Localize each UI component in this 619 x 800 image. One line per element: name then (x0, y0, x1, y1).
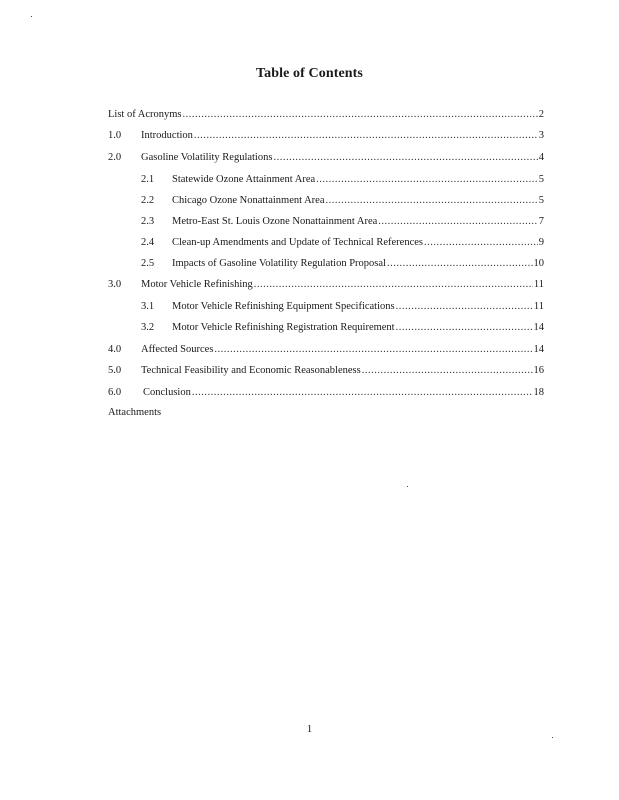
toc-entry-number: 2.3 (141, 216, 155, 227)
toc-entry-label: Clean-up Amendments and Update of Technical References (172, 237, 423, 248)
dot-leader (396, 301, 533, 312)
toc-entry-label: Conclusion (143, 387, 191, 398)
scan-speck (31, 16, 32, 17)
toc-entry-chicago-ozone (141, 195, 544, 211)
toc-entry-clean-up (141, 237, 544, 253)
toc-entry-number: 2.2 (141, 195, 155, 206)
toc-entry-label: Statewide Ozone Attainment Area (172, 174, 316, 185)
toc-entry-page: 5 (538, 195, 544, 206)
page-number: 1 (306, 723, 313, 735)
attachments-label: Attachments (108, 407, 162, 418)
toc-entry-equipment-specs (141, 301, 544, 317)
toc-entry-page: 14 (533, 344, 544, 355)
toc-entry-statewide-ozone (141, 174, 544, 190)
toc-entry-number: 2.0 (108, 152, 122, 163)
toc-entry-page: 7 (538, 216, 544, 227)
toc-entry-label: Affected Sources (141, 344, 214, 355)
toc-entry-number: 5.0 (108, 365, 122, 376)
dot-leader (362, 365, 533, 376)
dot-leader (316, 174, 538, 185)
toc-entry-impacts (141, 258, 544, 274)
toc-entry-introduction (108, 130, 544, 146)
dot-leader (214, 344, 532, 355)
toc-entry-label: Impacts of Gasoline Volatility Regulation Proposal (172, 258, 386, 269)
page-title: Table of Contents (256, 66, 363, 81)
toc-entry-number: 6.0 (108, 387, 122, 398)
dot-leader (273, 152, 537, 163)
dot-leader (396, 322, 533, 333)
toc-entry-page: 4 (538, 152, 544, 163)
toc-entry-label: Technical Feasibility and Economic Reasonableness (141, 365, 361, 376)
toc-entry-number: 2.4 (141, 237, 155, 248)
toc-entry-label: Metro-East St. Louis Ozone Nonattainment Area (172, 216, 378, 227)
dot-leader (254, 279, 533, 290)
toc-entry-page: 14 (533, 322, 544, 333)
toc-entry-number: 2.5 (141, 258, 155, 269)
toc-entry-number: 3.2 (141, 322, 155, 333)
dot-leader (424, 237, 538, 248)
toc-entry-gasoline-volatility (108, 152, 544, 168)
toc-entry-page: 16 (533, 365, 544, 376)
dot-leader (326, 195, 538, 206)
dot-leader (387, 258, 533, 269)
dot-leader (183, 109, 538, 120)
toc-entry-registration (141, 322, 544, 338)
scan-speck (552, 737, 553, 738)
toc-entry-page: 11 (533, 301, 544, 312)
toc-entry-page: 5 (538, 174, 544, 185)
toc-entry-conclusion (108, 387, 544, 403)
toc-entry-label: Motor Vehicle Refinishing Registration Requirement (172, 322, 395, 333)
toc-entry-page: 11 (533, 279, 544, 290)
toc-entry-page: 18 (533, 387, 544, 398)
toc-entry-label: List of Acronyms (108, 109, 182, 120)
toc-entry-motor-vehicle (108, 279, 544, 295)
toc-entry-page: 2 (538, 109, 544, 120)
toc-entry-number: 2.1 (141, 174, 155, 185)
toc-entry-affected-sources (108, 344, 544, 360)
toc-entry-label: Motor Vehicle Refinishing Equipment Specifications (172, 301, 395, 312)
toc-entry-number: 3.1 (141, 301, 155, 312)
toc-entry-label: Gasoline Volatility Regulations (141, 152, 273, 163)
toc-entry-page: 3 (538, 130, 544, 141)
toc-entry-page: 10 (533, 258, 544, 269)
toc-entry-page: 9 (538, 237, 544, 248)
toc-entry-number: 1.0 (108, 130, 122, 141)
dot-leader (378, 216, 537, 227)
dot-leader (192, 387, 533, 398)
toc-entry-number: 4.0 (108, 344, 122, 355)
toc-entry-label: Introduction (141, 130, 193, 141)
toc-entry-list-of-acronyms (108, 109, 544, 125)
dot-leader (194, 130, 538, 141)
toc-entry-number: 3.0 (108, 279, 122, 290)
toc-entry-label: Chicago Ozone Nonattainment Area (172, 195, 325, 206)
toc-entry-technical-feasibility (108, 365, 544, 381)
toc-entry-metro-east (141, 216, 544, 232)
toc-entry-label: Motor Vehicle Refinishing (141, 279, 253, 290)
scan-speck (407, 486, 408, 487)
